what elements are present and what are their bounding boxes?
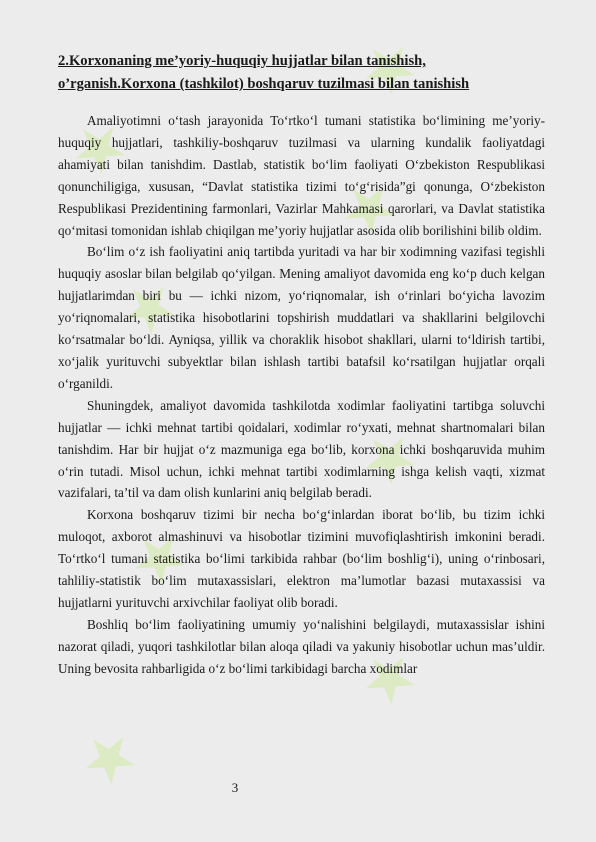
watermark-mark: ★ [343, 20, 436, 114]
watermark-mark: ★ [343, 410, 436, 504]
page-number: 3 [231, 780, 239, 795]
paragraph: Shuningdek, amaliyot davomida tashkilotda xodimlar faoliyatini tartibga soluvchi hujjatlar — ichki mehnat tartibi qoidalari, xodimlar ro‘yxati, mehnat shartnomalari bilan tanishdim. Har bir hujjat o‘z mazmuniga ega bo‘lib, korxona ichki boshqaruvida muhim o‘rin tutadi. Misol uchun, ichki mehnat tartibi xodimlarning ishga kelish vaqti, xizmat vazifalari, ta’til va dam olish kunlarini aniq belgilab beradi. [58, 397, 545, 501]
document-body [58, 50, 545, 680]
section-heading-line-2: o’rganish.Korxona (tashkilot) boshqaruv tuzilmasi bilan tanishish [58, 76, 470, 92]
paragraph: Amaliyotimni o‘tash jarayonida To‘rtko‘l tumani statistika bo‘limining me’yoriy-huquqiy hujjatlari, tashkiliy-boshqaruv tuzilmasi va ularning kundalik faoliyatdagi ahamiyati bilan tanishdim. Dastlab, statistik bo‘lim faoliyati O‘zbekiston Respublikasi qonunchiligiga, xususan, “Davlat statistika tizimi to‘g‘risida”gi qonunga, O‘zbekiston Respublikasi Prezidentining farmonlari, Vazirlar Mahkamasi qarorlari, va Davlat statistika qo‘mitasi tomonidan ishlab chiqilgan me’yoriy hujjatlar asosida olib borilishini bilib oldim. [58, 113, 545, 238]
watermark-mark: ★ [323, 160, 416, 254]
watermark-mark: ★ [113, 510, 206, 604]
watermark-mark: ★ [103, 260, 196, 354]
section-heading [58, 50, 545, 96]
paragraph: Korxona boshqaruv tizimi bir necha bo‘g‘inlardan iborat bo‘lib, bu tizim ichki muloqot, axborot almashinuvi va hisobotlar tizimini muvofiqlashtirish imkonini beradi. To‘rtko‘l tumani statistika bo‘limi tarkibida rahbar (bo‘lim boshlig‘i), uning o‘rinbosari, tahliliy-statistik bo‘lim mutaxassislari, elektron ma’lumotlar bazasi mutaxassisi va hujjatlarni yurituvchi arxivchilar faoliyat olib boradi. [58, 507, 545, 610]
section-heading-line-1: 2.Korxonaning me’yoriy-huquqiy hujjatlar bilan tanishish, [58, 53, 426, 69]
watermark-mark: ★ [53, 100, 146, 194]
paragraph: Bo‘lim o‘z ish faoliyatini aniq tartibda yuritadi va har bir xodimning vazifasi tegishli huquqiy asoslar bilan belgilab qo‘yilgan. Mening amaliyot davomida eng ko‘p duch kelgan hujjatlarimdan biri bu — ichki nizom, yo‘riqnomalar, ish o‘rinlari bo‘yicha lavozim yo‘riqnomalari, statistika hisobotlarini topshirish muddatlari va shakllarini belgilovchi ko‘rsatmalar bo‘ldi. Ayniqsa, yillik va choraklik hisobot shakllari, ularni to‘ldirish tartibi, xo‘jalik yurituvchi subyektlar bilan ishlash tartibi batafsil ko‘rsatilgan hujjatlar orqali o‘rganildi. [58, 244, 545, 391]
watermark-mark: ★ [343, 630, 436, 724]
paragraph: Boshliq bo‘lim faoliyatining umumiy yo‘nalishini belgilaydi, mutaxassislar ishini nazorat qiladi, yuqori tashkilotlar bilan aloqa qiladi va yakuniy hisobotlar uchun mas’uldir. Uning bevosita rahbarligida o‘z bo‘limi tarkibidagi barcha xodimlar [58, 616, 545, 676]
watermark-mark: ★ [63, 710, 156, 804]
